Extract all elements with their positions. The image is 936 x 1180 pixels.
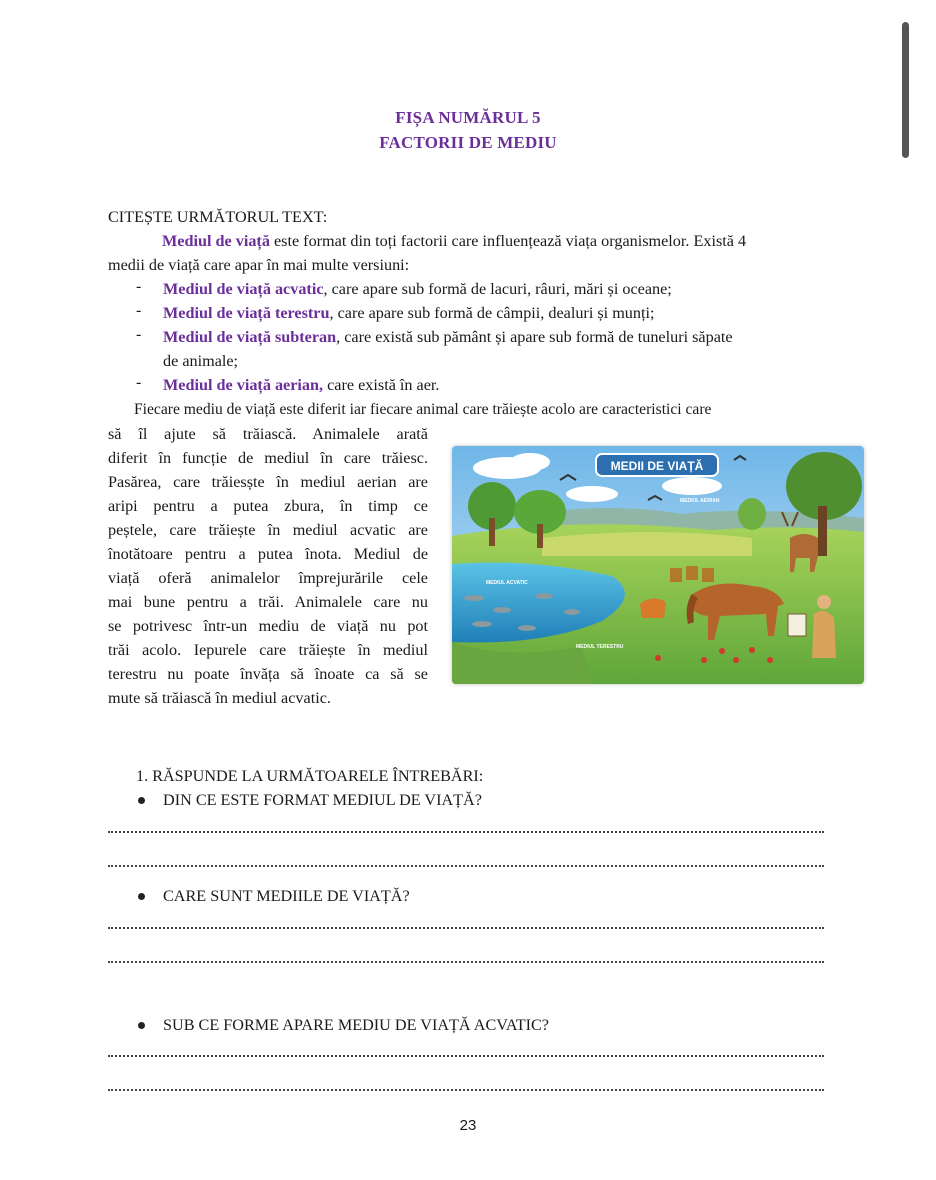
list-term: Mediul de viață subteran bbox=[163, 328, 337, 346]
list-text: , care apare sub formă de câmpii, dealuri și munți; bbox=[329, 304, 655, 322]
question-3: SUB CE FORME APARE MEDIU DE VIAȚĂ ACVATIC? bbox=[163, 1016, 549, 1034]
paragraph2-first-line: Fiecare mediu de viață este diferit iar fiecare animal care trăiește acolo are caracteristici care bbox=[134, 401, 712, 418]
list-item-subteran bbox=[163, 325, 733, 349]
intro-line-2: medii de viață care apar în mai multe versiuni: bbox=[108, 256, 410, 274]
answer-line[interactable] bbox=[108, 925, 824, 929]
paragraph-line: viață oferă animalelor împrejurările cele bbox=[108, 569, 428, 587]
intro-line-1 bbox=[162, 229, 746, 253]
list-term: Mediul de viață aerian, bbox=[163, 376, 324, 394]
bullet bbox=[138, 893, 145, 900]
answer-line[interactable] bbox=[108, 863, 824, 867]
list-item-acvatic bbox=[163, 277, 672, 301]
illustration-heading: MEDII DE VIAȚĂ bbox=[610, 459, 704, 473]
habitats-illustration bbox=[452, 446, 864, 684]
list-term: Mediul de viață acvatic bbox=[163, 280, 324, 298]
label-acvatic: MEDIUL ACVATIC bbox=[486, 580, 528, 586]
page-number: 23 bbox=[459, 1117, 477, 1134]
label-aerian: MEDIUL AERIAN bbox=[680, 498, 720, 504]
question-1: DIN CE ESTE FORMAT MEDIUL DE VIAȚĂ? bbox=[163, 791, 482, 809]
exercise-heading: 1. RĂSPUNDE LA URMĂTOARELE ÎNTREBĂRI: bbox=[136, 767, 484, 785]
answer-line[interactable] bbox=[108, 829, 824, 833]
answer-line[interactable] bbox=[108, 959, 824, 963]
list-item-aerian bbox=[163, 373, 439, 397]
list-item-terestru bbox=[163, 301, 654, 325]
list-dash: - bbox=[136, 278, 142, 295]
answer-line[interactable] bbox=[108, 1087, 824, 1091]
answer-line[interactable] bbox=[108, 1053, 824, 1057]
instruction: CITEȘTE URMĂTORUL TEXT: bbox=[108, 208, 328, 226]
list-dash: - bbox=[136, 302, 142, 319]
paragraph-line: să îl ajute să trăiască. Animalele arată bbox=[108, 425, 428, 443]
list-text: care există în aer. bbox=[323, 376, 440, 394]
intro-term: Mediul de viață bbox=[162, 232, 270, 250]
paragraph-line: trăi acolo. Iepurele care trăiește în mediul bbox=[108, 641, 428, 659]
paragraph-line: se potrivesc într-un mediu de viață nu pot bbox=[108, 617, 428, 635]
label-terestru: MEDIUL TERESTRU bbox=[576, 644, 624, 650]
bullet bbox=[138, 797, 145, 804]
list-dash: - bbox=[136, 374, 142, 391]
list-text: , care există sub pământ și apare sub formă de tuneluri săpate bbox=[336, 328, 733, 346]
paragraph2-column bbox=[108, 422, 428, 710]
paragraph-line: Pasărea, care trăiesște în mediul aerian are bbox=[108, 473, 428, 491]
list-dash: - bbox=[136, 326, 142, 343]
question-2: CARE SUNT MEDIILE DE VIAȚĂ? bbox=[163, 887, 410, 905]
paragraph-line: aripi pentru a putea zbura, în timp ce bbox=[108, 497, 428, 515]
paragraph-line: diferit în funcție de mediul în care trăiesc. bbox=[108, 449, 428, 467]
paragraph-line: înotătoare pentru a putea înota. Mediul de bbox=[108, 545, 428, 563]
worksheet-number: FIȘA NUMĂRUL 5 bbox=[395, 108, 541, 127]
worksheet-title: FACTORII DE MEDIU bbox=[379, 133, 557, 152]
paragraph-line: peștele, care trăiește în mediul acvatic are bbox=[108, 521, 428, 539]
paragraph-line: mute să trăiască în mediul acvatic. bbox=[108, 689, 331, 707]
habitats-illustration-art bbox=[452, 446, 864, 684]
paragraph-line: terestru nu poate învăța să înoate ca să se bbox=[108, 665, 428, 683]
list-item-subteran-cont: de animale; bbox=[163, 352, 239, 370]
intro-rest: este format din toți factorii care influențează viața organismelor. Există 4 bbox=[269, 232, 747, 250]
list-term: Mediul de viață terestru bbox=[163, 304, 330, 322]
paragraph-line: mai bune pentru a trăi. Animalele care nu bbox=[108, 593, 428, 611]
list-text: , care apare sub formă de lacuri, râuri, mări și oceane; bbox=[323, 280, 672, 298]
bullet bbox=[138, 1022, 145, 1029]
